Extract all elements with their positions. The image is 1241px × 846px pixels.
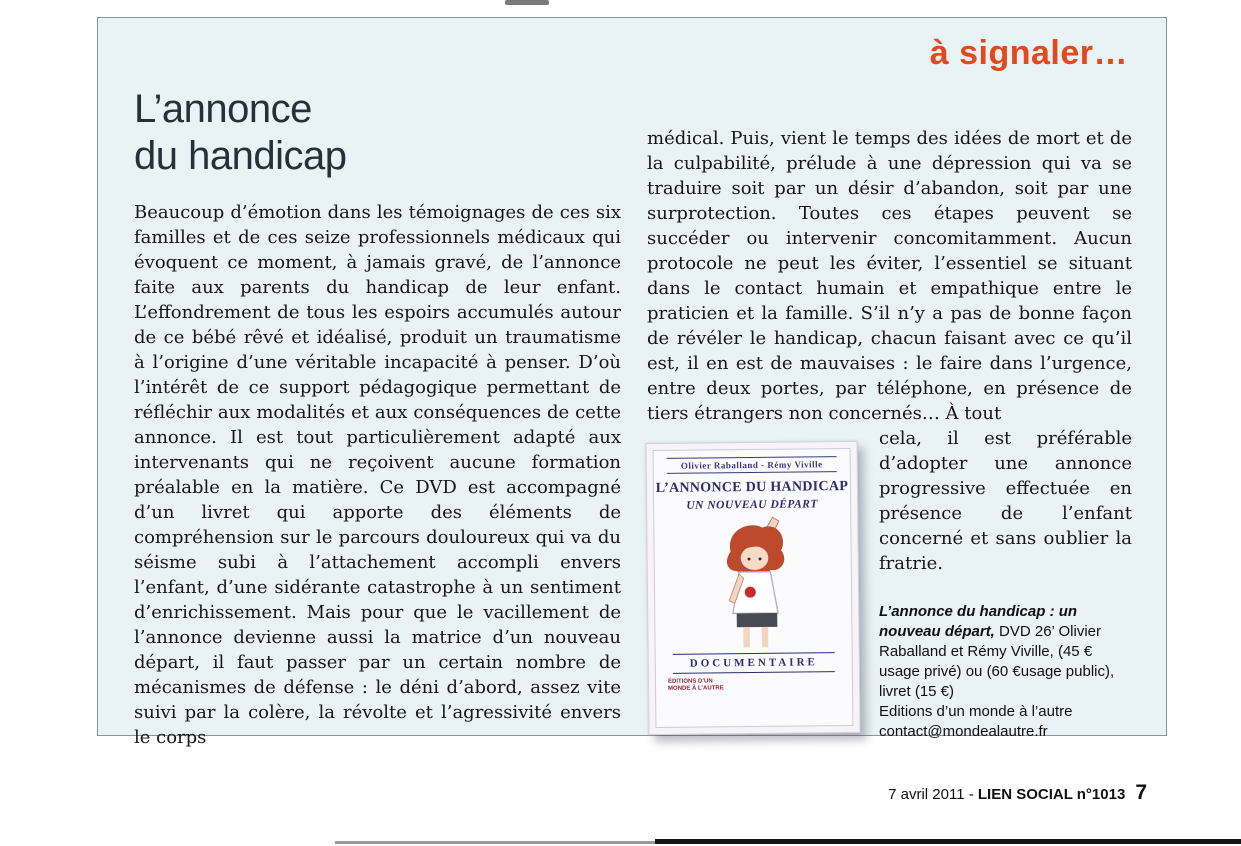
dvd-cover-rule-bottom <box>667 471 836 474</box>
article-paragraph-right-top: médical. Puis, vient le temps des idées de mort et de la culpabilité, prélude à une dépression qui va se traduire soit par un désir d’abandon, soit par une surprotection. Toutes ces étapes peuvent se succéder ou intervenir concomitamment. Aucun protocole ne peut les éviter, l’essentiel se situant dans le contact humain et empathique entre le praticien et la famille. S’il n’y a pas de bonne façon de révéler le handicap, chacun faisant avec ce qu’il est, il en est de mauvaises : le faire dans l’urgence, entre deux portes, par téléphone, en présence de tiers étrangers non concernés… À tout <box>647 128 1132 424</box>
page-footer <box>888 781 1147 805</box>
magazine-page-frame <box>97 17 1167 748</box>
scan-artifact-top <box>505 0 549 5</box>
dvd-cover <box>653 448 854 728</box>
footer-page-number: 7 <box>1135 781 1147 804</box>
publisher-logo: ÉDITIONS D’UN MONDE À L’AUTRE <box>667 678 724 692</box>
article-paragraph-left: Beaucoup d’émotion dans les témoignages de ces six familles et de ces seize professionnels médicaux qui évoquent ce moment, à jamais gravé, de l’annonce faite aux parents du handicap de leur enfant. L’effondrement de tous les espoirs accumulés autour de ce bébé rêvé et idéalisé, produit un traumatisme à l’origine d’une véritable incapacité à penser. D’où l’intérêt de ce support pédagogique permettant de réfléchir aux modalités et aux conséquences de cette annonce. Il est tout particulièrement adapté aux intervenants qui ne reçoivent aucune formation préalable en la matière. Ce DVD est accompagné d’un livret qui apporte des éléments de compréhension sur le parcours douloureux qui va du séisme subi à l’attachement accompli envers l’enfant, d’une sidérante catastrophe à un sentiment d’enrichissement. Mais pour que le vacillement de l’annonce devienne aussi la matrice d’un nouveau départ, il faut passer par un certain nombre de mécanismes de défense : le déni d’abord, assez vite suivi par la colère, la révolte et l’agressivité envers le corps <box>134 202 621 748</box>
footer-date: 7 avril 2011 - <box>888 786 978 803</box>
article-title-line2: du handicap <box>134 134 347 178</box>
dvd-caption <box>879 602 1132 742</box>
caption-email: contact@mondealautre.fr <box>879 723 1048 740</box>
article-title-line1: L’annonce <box>134 87 312 131</box>
dvd-cover-authors: Olivier Raballand - Rémy Viville <box>680 459 823 471</box>
child-illustration <box>696 512 809 651</box>
dvd-cover-title: L’ANNONCE DU HANDICAP <box>655 478 849 497</box>
dvd-cover-photo <box>645 441 860 735</box>
article-paragraph-right-wrap: cela, il est préférable d’adopter une annonce progressive effectuée en présence de l’enfant concerné et sans oublier la fratrie. <box>879 428 1132 574</box>
section-badge: à signaler… <box>929 34 1128 72</box>
scan-artifact-bottom-black <box>655 839 1241 844</box>
article-columns <box>134 86 1132 750</box>
column-right <box>647 86 1132 750</box>
dvd-cover-subtitle: UN NOUVEAU DÉPART <box>686 498 818 512</box>
dvd-cover-genre: DOCUMENTAIRE <box>673 652 835 674</box>
caption-publisher: Editions d’un monde à l’autre <box>879 703 1073 720</box>
caption-details: DVD 26’ Olivier Raballand et Rémy Viville, (45 € usage privé) ou (60 €usage public), livret (15 €) <box>879 623 1115 700</box>
column-left <box>134 86 621 750</box>
article-title <box>134 86 621 180</box>
scan-artifact-bottom-gray <box>335 841 655 844</box>
caption-title: L’annonce du handicap : un nouveau départ, <box>879 603 1078 640</box>
footer-issue: LIEN SOCIAL n°1013 <box>977 786 1126 803</box>
